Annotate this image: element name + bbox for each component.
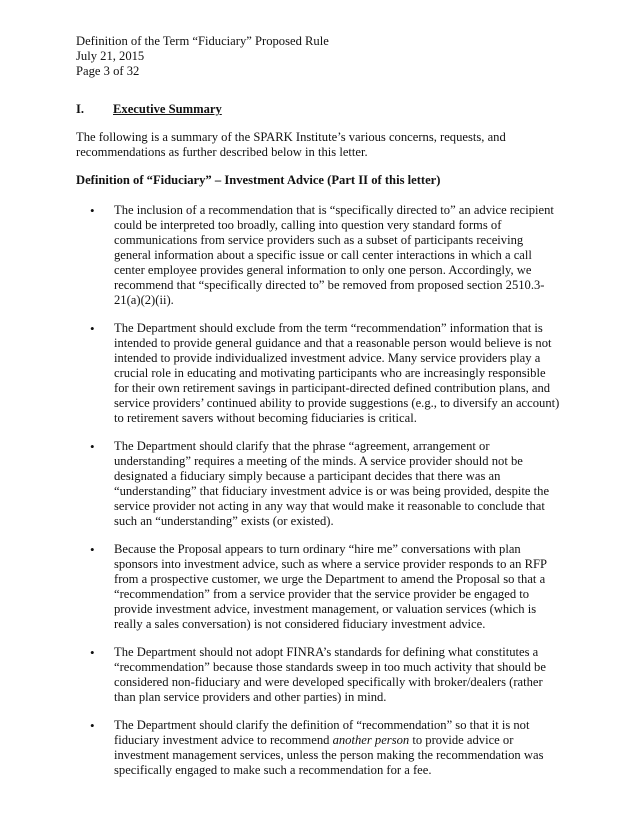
letter-page bbox=[76, 34, 562, 791]
bullet-text-after: to provide advice or investment management services, unless the person making the recommendation was specifically engaged to make such a recommendation for a fee. bbox=[114, 733, 544, 777]
bullet-item bbox=[76, 439, 562, 529]
bullet-text: The Department should clarify that the phrase “agreement, arrangement or understanding” requires a meeting of the minds. A service provider should not be designated a fiduciary simply because a participant decides that there was an “understanding” that fiduciary investment advice is or was being provided, despite the service provider not acting in any way that would make it reasonable to conclude that such an “understanding” exists (or existed). bbox=[114, 439, 550, 528]
bullet-text-before: The Department should clarify the definition of “recommendation” so that it is not fiduciary investment advice to recommend bbox=[114, 718, 530, 747]
bullet-emphasis: another person bbox=[332, 733, 410, 747]
bullet-text: The Department should not adopt FINRA’s standards for defining what constitutes a “recommendation” because those standards sweep in too much activity that should be considered non-fiduciary and were developed specifically with broker/dealers (rather than plan service providers and other parties) in mind. bbox=[114, 645, 546, 704]
header-title: Definition of the Term “Fiduciary” Proposed Rule bbox=[76, 34, 329, 48]
header-date: July 21, 2015 bbox=[76, 49, 145, 63]
bullet-text: The inclusion of a recommendation that is “specifically directed to” an advice recipient could be interpreted too broadly, calling into question very standard forms of communications from service providers such as a subset of participants receiving general information about a specific issue or call center interactions in which a call center employee provides general information to only one person. Accordingly, we recommend that “specifically directed to” be removed from proposed section 2510.3-21(a)(2)(ii). bbox=[114, 203, 554, 307]
bullet-item bbox=[76, 203, 562, 308]
header-page-number: Page 3 of 32 bbox=[76, 64, 140, 78]
bullet-text: Because the Proposal appears to turn ordinary “hire me” conversations with plan sponsors into investment advice, such as where a service provider responds to an RFP from a prospective customer, we urge the Department to amend the Proposal so that a “recommendation” from a service provider that the service provider be engaged to provide investment advice, investment management, or valuation services (which is really a sales conversation) is not considered fiduciary investment advice. bbox=[114, 542, 547, 631]
bullet-item bbox=[76, 645, 562, 705]
section-heading bbox=[76, 102, 562, 117]
bullet-item bbox=[76, 542, 562, 632]
bullet-text: The Department should exclude from the term “recommendation” information that is intended to provide general guidance and that a reasonable person would believe is not intended to provide individualized investment advice. Many service providers play a crucial role in educating and motivating participants who are increasingly responsible for their own retirement savings in participant-directed defined contribution plans, and service providers’ continued ability to provide suggestions (e.g., to diversify an account) to retirement savers without becoming fiduciaries is critical. bbox=[114, 321, 560, 425]
subheading: Definition of “Fiduciary” – Investment Advice (Part II of this letter) bbox=[76, 173, 441, 187]
page-header bbox=[76, 34, 562, 79]
bullet-item bbox=[76, 321, 562, 426]
section-number: I. bbox=[76, 102, 85, 116]
bullet-item bbox=[76, 718, 562, 778]
bullet-list bbox=[76, 203, 562, 778]
intro-paragraph: The following is a summary of the SPARK Institute’s various concerns, requests, and recommendations as further described below in this letter. bbox=[76, 130, 506, 159]
section-title: Executive Summary bbox=[113, 102, 222, 116]
